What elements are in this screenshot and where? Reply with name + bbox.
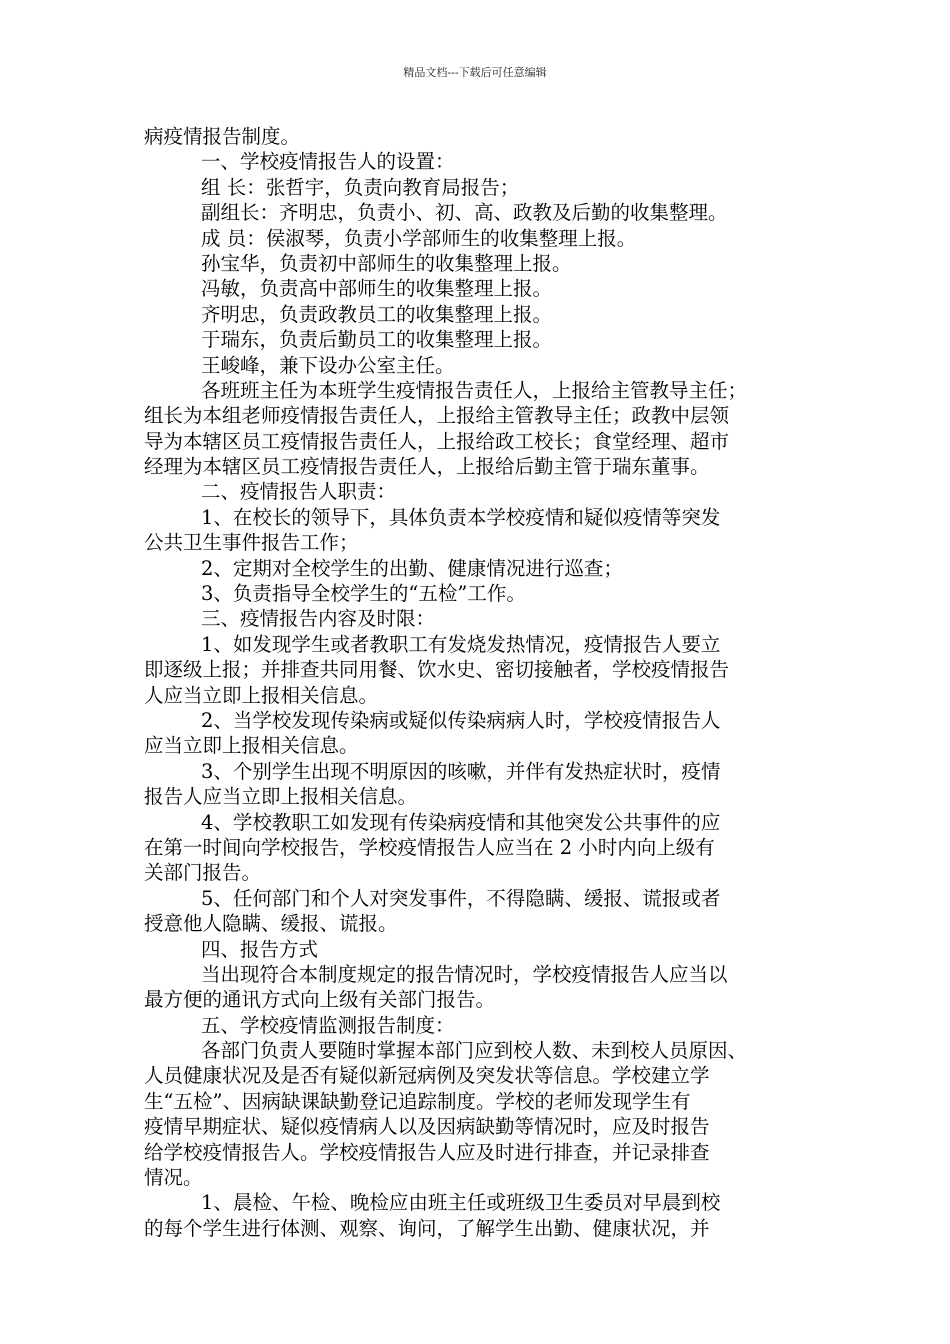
text-line: 副组长：齐明忠，负责小、初、高、政教及后勤的收集整理。 — [201, 201, 728, 225]
text-line: 成 员：侯淑琴，负责小学部师生的收集整理上报。 — [201, 226, 637, 250]
document-body — [144, 124, 814, 1241]
text-line: 应当立即上报相关信息。 — [144, 734, 359, 758]
text-line: 于瑞东，负责后勤员工的收集整理上报。 — [201, 328, 553, 352]
text-line: 当出现符合本制度规定的报告情况时，学校疫情报告人应当以 — [201, 962, 728, 986]
text-line: 报告人应当立即上报相关信息。 — [144, 785, 418, 809]
page-header: 精品文档---下载后可任意编辑 — [403, 66, 547, 79]
text-line: 2、定期对全校学生的出勤、健康情况进行巡查； — [201, 556, 623, 580]
text-line: 2、当学校发现传染病或疑似传染病病人时，学校疫情报告人 — [201, 708, 721, 732]
text-line: 即逐级上报；并排查共同用餐、饮水史、密切接触者，学校疫情报告 — [144, 658, 730, 682]
text-line: 公共卫生事件报告工作； — [144, 531, 359, 555]
text-line: 1、在校长的领导下，具体负责本学校疫情和疑似疫情等突发 — [201, 505, 721, 529]
text-line: 1、如发现学生或者教职工有发烧发热情况，疫情报告人要立 — [201, 632, 721, 656]
text-line: 在第一时间向学校报告，学校疫情报告人应当在 2 小时内向上级有 — [144, 835, 715, 859]
text-line: 五、学校疫情监测报告制度： — [201, 1013, 455, 1037]
text-line: 一、学校疫情报告人的设置： — [201, 150, 455, 174]
text-line: 三、疫情报告内容及时限： — [201, 607, 436, 631]
text-line: 生“五检”、因病缺课缺勤登记追踪制度。学校的老师发现学生有 — [144, 1089, 691, 1113]
text-line: 4、学校教职工如发现有传染病疫情和其他突发公共事件的应 — [201, 810, 721, 834]
text-line: 关部门报告。 — [144, 861, 262, 885]
text-line: 疫情早期症状、疑似疫情病人以及因病缺勤等情况时，应及时报告 — [144, 1115, 710, 1139]
text-line: 授意他人隐瞒、缓报、谎报。 — [144, 912, 398, 936]
text-line: 最方便的通讯方式向上级有关部门报告。 — [144, 988, 496, 1012]
text-line: 人员健康状况及是否有疑似新冠病例及突发状等信息。学校建立学 — [144, 1064, 710, 1088]
text-line: 各班班主任为本班学生疫情报告责任人，上报给主管教导主任； — [201, 378, 748, 402]
text-line: 病疫情报告制度。 — [144, 125, 301, 148]
text-line: 的每个学生进行体测、观察、询问，了解学生出勤、健康状况，并 — [144, 1216, 710, 1240]
text-line: 王峻峰，兼下设办公室主任。 — [201, 353, 455, 377]
text-line: 人应当立即上报相关信息。 — [144, 683, 379, 707]
text-line: 各部门负责人要随时掌握本部门应到校人数、未到校人员原因、 — [201, 1039, 748, 1063]
text-line: 导为本辖区员工疫情报告责任人，上报给政工校长；食堂经理、超市 — [144, 429, 730, 453]
text-line: 组 长：张哲宇，负责向教育局报告； — [201, 175, 520, 199]
text-line: 情况。 — [144, 1166, 203, 1190]
text-line: 1、晨检、午检、晚检应由班主任或班级卫生委员对早晨到校 — [201, 1191, 721, 1215]
text-line: 二、疫情报告人职责： — [201, 480, 397, 504]
text-line: 5、任何部门和个人对突发事件，不得隐瞒、缓报、谎报或者 — [201, 886, 721, 910]
text-line: 四、报告方式 — [201, 937, 319, 961]
text-line: 给学校疫情报告人。学校疫情报告人应及时进行排查，并记录排查 — [144, 1140, 710, 1164]
text-line: 3、个别学生出现不明原因的咳嗽，并伴有发热症状时，疫情 — [201, 759, 721, 783]
text-line: 3、负责指导全校学生的“五检”工作。 — [201, 582, 526, 606]
text-line: 孙宝华，负责初中部师生的收集整理上报。 — [201, 251, 572, 275]
text-line: 冯敏，负责高中部师生的收集整理上报。 — [201, 277, 553, 301]
text-line: 齐明忠，负责政教员工的收集整理上报。 — [201, 302, 553, 326]
text-line: 组长为本组老师疫情报告责任人，上报给主管教导主任；政教中层领 — [144, 404, 730, 428]
text-line: 经理为本辖区员工疫情报告责任人，上报给后勤主管于瑞东董事。 — [144, 455, 710, 479]
